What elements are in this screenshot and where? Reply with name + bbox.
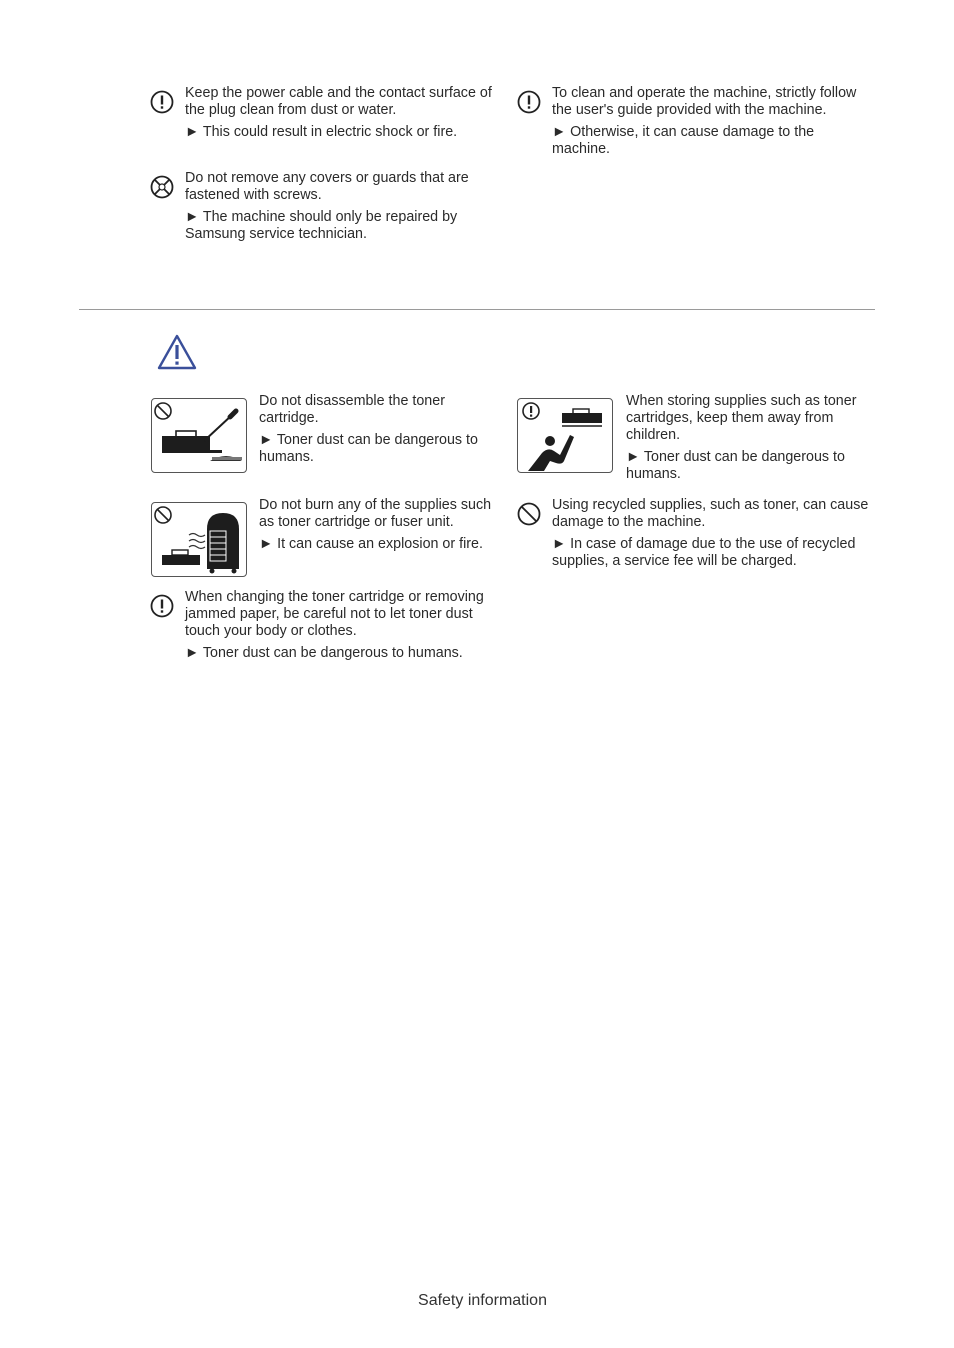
main-text: To clean and operate the machine, strictly follow the user's guide provided with the machine. [552,85,857,118]
page-footer: Safety information [418,1292,547,1309]
section-divider [79,309,875,310]
toner-disassemble-illustration [151,398,247,473]
caution-icon [150,90,174,114]
main-text: Do not remove any covers or guards that are fastened with screws. [185,170,469,203]
note-text: ► Otherwise, it can cause damage to the machine. [552,124,815,157]
note-text: ► Toner dust can be dangerous to humans. [259,432,478,465]
warning-triangle-icon [157,334,197,370]
burn-supplies-illustration [151,502,247,577]
main-text: When storing supplies such as toner cartridges, keep them away from children. [626,393,857,443]
main-text: When changing the toner cartridge or removing jammed paper, be careful not to let toner dust touch your body or clothes. [185,589,484,639]
main-text: Do not disassemble the toner cartridge. [259,393,445,426]
children-storage-warning [626,393,874,483]
note-text: ► In case of damage due to the use of recycled supplies, a service fee will be charged. [552,536,856,569]
prohibited-icon [517,502,541,526]
caution-icon [150,594,174,618]
caution-icon [517,90,541,114]
covers-warning [185,170,505,243]
note-text: ► This could result in electric shock or fire. [185,124,458,140]
note-text: ► The machine should only be repaired by Samsung service technician. [185,209,458,242]
toner-dust-warning [185,589,505,662]
power-cable-warning [185,85,505,141]
recycled-supplies-warning [552,497,872,570]
children-storage-illustration [517,398,613,473]
do-not-disassemble-icon [150,175,174,199]
users-guide-warning [552,85,872,158]
note-text: ► Toner dust can be dangerous to humans. [185,645,463,661]
main-text: Keep the power cable and the contact surface of the plug clean from dust or water. [185,85,492,118]
burn-supplies-warning [259,497,504,553]
main-text: Using recycled supplies, such as toner, can cause damage to the machine. [552,497,869,530]
toner-disassemble-warning [259,393,504,466]
note-text: ► It can cause an explosion or fire. [259,536,483,552]
main-text: Do not burn any of the supplies such as toner cartridge or fuser unit. [259,497,492,530]
note-text: ► Toner dust can be dangerous to humans. [626,449,845,482]
